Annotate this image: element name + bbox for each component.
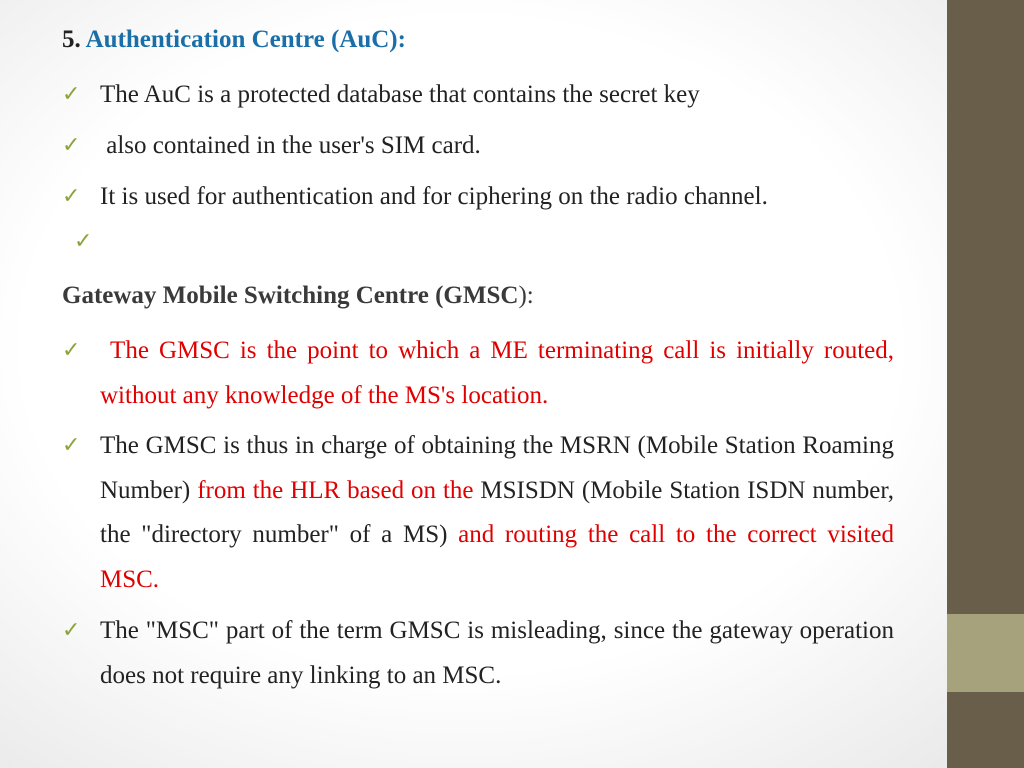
- check-icon: ✓: [62, 133, 81, 158]
- auc-heading: [62, 26, 406, 54]
- check-icon: ✓: [62, 82, 81, 107]
- text-normal: MSISDN (Mobile Station ISDN number, the "directory number" of a MS): [100, 476, 894, 548]
- gmsc-heading: [62, 282, 534, 310]
- text-highlight: and routing the call to the correct visited MSC.: [100, 521, 894, 593]
- gmsc-title: Gateway Mobile Switching Centre: [62, 282, 429, 309]
- gmsc-abbr: (GMSC: [435, 282, 519, 309]
- check-icon: ✓: [62, 338, 81, 363]
- section-number: 5.: [62, 26, 81, 53]
- list-item-text: The "MSC" part of the term GMSC is misleading, since the gateway operation does not require any linking to an MSC.: [100, 617, 894, 689]
- text-highlight: from the HLR based on the: [197, 476, 474, 504]
- auc-title: Authentication Centre (AuC):: [85, 26, 406, 53]
- check-icon: ✓: [62, 618, 81, 643]
- list-item-text: also contained in the user's SIM card.: [100, 132, 481, 159]
- check-icon: ✓: [62, 433, 81, 458]
- list-item-text: The GMSC is the point to which a ME terminating call is initially routed, without any knowledge of the MS's location.: [100, 337, 901, 409]
- sidebar-accent-block: [947, 614, 1024, 692]
- gmsc-suffix: ):: [518, 282, 534, 309]
- check-icon: ✓: [74, 229, 93, 254]
- list-item-text: It is used for authentication and for ciphering on the radio channel.: [100, 183, 768, 210]
- list-item-text: The AuC is a protected database that contains the secret key: [100, 81, 700, 108]
- check-icon: ✓: [62, 184, 81, 209]
- text-normal: The GMSC is thus in charge of obtaining the MSRN (Mobile Station Roaming Number): [100, 432, 894, 504]
- list-item-text: [100, 424, 894, 602]
